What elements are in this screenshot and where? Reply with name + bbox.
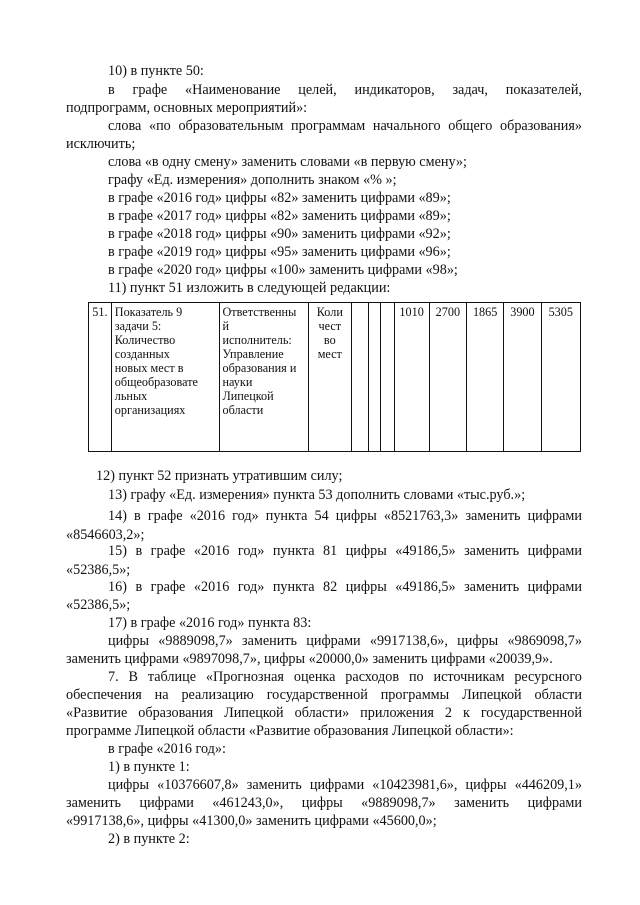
word: «2016 — [189, 508, 226, 524]
word: образовательным — [178, 118, 284, 134]
word: 82 — [323, 579, 338, 595]
word: 15) — [108, 543, 127, 559]
value-cell: 2700 — [429, 303, 466, 452]
text-line: в графе «2017 год» цифры «82» заменить цифрами «89»; — [108, 208, 451, 224]
responsible-executor-cell — [219, 303, 308, 452]
empty-cell — [352, 303, 369, 452]
word: «2016 — [193, 579, 230, 595]
text-line-justified — [66, 704, 582, 722]
word: год» — [237, 579, 265, 595]
word: заменить — [242, 633, 298, 649]
word: «49186,5» — [395, 543, 456, 559]
word: целей, — [298, 82, 337, 98]
indicator-name-cell — [111, 303, 219, 452]
text-line: заменить цифрами «9897098,7», цифры «20000,0» заменить цифрами «20039,9». — [66, 651, 553, 667]
cell-line: исполнитель: — [222, 333, 292, 347]
text-line: в графе «2019 год» цифры «95» заменить цифрами «96»; — [108, 244, 451, 260]
word: цифрами — [527, 508, 582, 524]
word: 7. — [108, 669, 119, 685]
empty-cell — [381, 303, 394, 452]
cell-line: области — [222, 403, 264, 417]
word: государственной — [480, 705, 582, 721]
word: «2016 — [193, 543, 230, 559]
cell-line: Количество — [114, 333, 176, 347]
word: образования — [138, 705, 214, 721]
value-cell: 3900 — [504, 303, 541, 452]
word: области — [534, 687, 582, 703]
cell-line: льных — [114, 389, 148, 403]
word: источникам — [433, 669, 505, 685]
cell-line: й — [222, 319, 230, 333]
word: «10376607,8» — [157, 777, 239, 793]
word: заменить — [66, 795, 122, 811]
word: начального — [372, 118, 441, 134]
text-line-justified — [66, 686, 582, 704]
word: «10423981,6», — [372, 777, 458, 793]
text-line-justified — [108, 117, 582, 135]
word: «9869098,7» — [507, 633, 582, 649]
text-line: «8546603,2»; — [66, 527, 145, 543]
word: заменить — [465, 508, 521, 524]
text-line: подпрограмм, основных мероприятий»: — [66, 100, 308, 116]
text-line-justified — [108, 507, 582, 525]
word: «Развитие — [66, 705, 128, 721]
text-line: исключить; — [66, 136, 136, 152]
text-line: в графе «2016 год» цифры «82» заменить цифрами «89»; — [108, 190, 451, 206]
word: в — [135, 579, 143, 595]
word: 54 — [314, 508, 329, 524]
word: цифрами — [527, 543, 582, 559]
word: цифрами — [527, 579, 582, 595]
word: цифры — [108, 777, 150, 793]
word: «8521763,3» — [383, 508, 459, 524]
word: в — [135, 543, 143, 559]
word: год» — [237, 543, 265, 559]
word: «Прогнозная — [205, 669, 284, 685]
text-line: программе Липецкой области «Развитие образования Липецкой области»: — [66, 723, 514, 739]
word: графе — [150, 543, 186, 559]
cell-line: чест — [318, 319, 342, 333]
cell-line: Липецкой — [222, 389, 274, 403]
word: задач, — [452, 82, 488, 98]
word: цифрами — [527, 795, 582, 811]
text-line: 12) пункт 52 признать утратившим силу; — [96, 468, 343, 484]
word: цифры — [345, 543, 387, 559]
program-table — [88, 302, 581, 452]
text-line: 2) в пункте 2: — [108, 831, 190, 847]
word: «Наименование — [185, 82, 281, 98]
word: к — [462, 705, 470, 721]
cell-line: Ответственны — [222, 305, 297, 319]
word: заменить — [246, 777, 302, 793]
word: государственной — [266, 687, 368, 703]
word: 81 — [323, 543, 338, 559]
text-line: 17) в графе «2016 год» пункта 83: — [108, 615, 312, 631]
word: «461243,0», — [212, 795, 284, 811]
word: цифры — [457, 633, 499, 649]
word: «49186,5» — [395, 579, 456, 595]
text-line: в графе «2018 год» цифры «90» заменить цифрами «92»; — [108, 226, 451, 242]
word: графе — [147, 508, 183, 524]
text-line: «52386,5»; — [66, 597, 131, 613]
cell-line: новых мест в — [114, 361, 184, 375]
word: цифры — [301, 795, 343, 811]
text-line: 10) в пункте 50: — [108, 63, 204, 79]
text-line: 1) в пункте 1: — [108, 759, 190, 775]
word: 2 — [444, 705, 452, 721]
word: обеспечения — [66, 687, 142, 703]
word: заменить — [464, 543, 520, 559]
table-row — [89, 303, 581, 452]
word: ресурсного — [514, 669, 582, 685]
word: показателей, — [505, 82, 582, 98]
text-line: 11) пункт 51 изложить в следующей редакции: — [108, 280, 391, 296]
word: программам — [291, 118, 366, 134]
text-line: в графе «2016 год»: — [108, 741, 226, 757]
text-line-justified — [108, 632, 582, 650]
word: пункта — [272, 543, 315, 559]
word: в — [134, 508, 141, 524]
word: заменить — [464, 579, 520, 595]
unit-cell — [308, 303, 352, 452]
word: цифры — [465, 777, 507, 793]
cell-line: во — [323, 333, 336, 347]
word: графе — [132, 82, 168, 98]
word: цифрами — [139, 795, 194, 811]
cell-line: общеобразовате — [114, 375, 198, 389]
word: Липецкой — [224, 705, 284, 721]
text-line: графу «Ед. измерения» дополнить знаком «% »; — [108, 172, 397, 188]
word: области» — [294, 705, 350, 721]
word: пункта — [272, 579, 315, 595]
cell-line: образования и — [222, 361, 297, 375]
text-line-justified — [108, 578, 582, 596]
text-line: «9917138,6», цифры «41300,0» заменить цифрами «45600,0»; — [66, 813, 437, 829]
word: цифры — [108, 633, 150, 649]
cell-line: Управление — [222, 347, 284, 361]
word: 14) — [108, 508, 127, 524]
text-line-justified — [108, 776, 582, 794]
word: графе — [150, 579, 186, 595]
word: цифры — [335, 508, 377, 524]
word: год» — [232, 508, 259, 524]
text-line-justified — [108, 81, 582, 99]
word: на — [154, 687, 169, 703]
cell-line: созданных — [114, 347, 170, 361]
word: реализацию — [181, 687, 254, 703]
cell-line: организациях — [114, 403, 186, 417]
word: цифры — [345, 579, 387, 595]
text-line-justified — [108, 542, 582, 560]
word: по — [408, 669, 424, 685]
word: общего — [448, 118, 493, 134]
text-line-justified — [108, 668, 582, 686]
empty-cell — [368, 303, 380, 452]
word: «9889098,7» — [158, 633, 233, 649]
word: пункта — [265, 508, 308, 524]
text-line: «52386,5»; — [66, 562, 131, 578]
word: «по — [148, 118, 171, 134]
word: приложения — [360, 705, 434, 721]
cell-line: науки — [222, 375, 253, 389]
word: цифрами — [306, 633, 361, 649]
word: расходов — [345, 669, 400, 685]
word: слова — [108, 118, 142, 134]
text-line: 13) графу «Ед. измерения» пункта 53 дополнить словами «тыс.руб.»; — [108, 487, 526, 503]
word: «9917138,6», — [369, 633, 448, 649]
word: цифрами — [309, 777, 365, 793]
cell-line: задачи 5: — [114, 319, 162, 333]
word: таблице — [147, 669, 196, 685]
row-number: 51. — [89, 303, 112, 452]
word: Липецкой — [462, 687, 522, 703]
word: 16) — [108, 579, 127, 595]
value-cell: 1010 — [394, 303, 429, 452]
text-line: слова «в одну смену» заменить словами «в первую смену»; — [108, 154, 467, 170]
text-line-justified — [66, 794, 582, 812]
cell-line: мест — [317, 347, 342, 361]
word: программы — [380, 687, 450, 703]
word: «9889098,7» — [361, 795, 436, 811]
value-cell: 1865 — [466, 303, 503, 452]
word: в — [108, 82, 115, 98]
word: В — [128, 669, 138, 685]
cell-line: Показатель 9 — [114, 305, 183, 319]
value-cell: 5305 — [541, 303, 580, 452]
word: заменить — [454, 795, 510, 811]
cell-line: Коли — [316, 305, 343, 319]
word: «446209,1» — [514, 777, 582, 793]
word: образования» — [500, 118, 582, 134]
word: индикаторов, — [354, 82, 435, 98]
text-line: в графе «2020 год» цифры «100» заменить цифрами «98»; — [108, 262, 458, 278]
word: оценка — [293, 669, 336, 685]
